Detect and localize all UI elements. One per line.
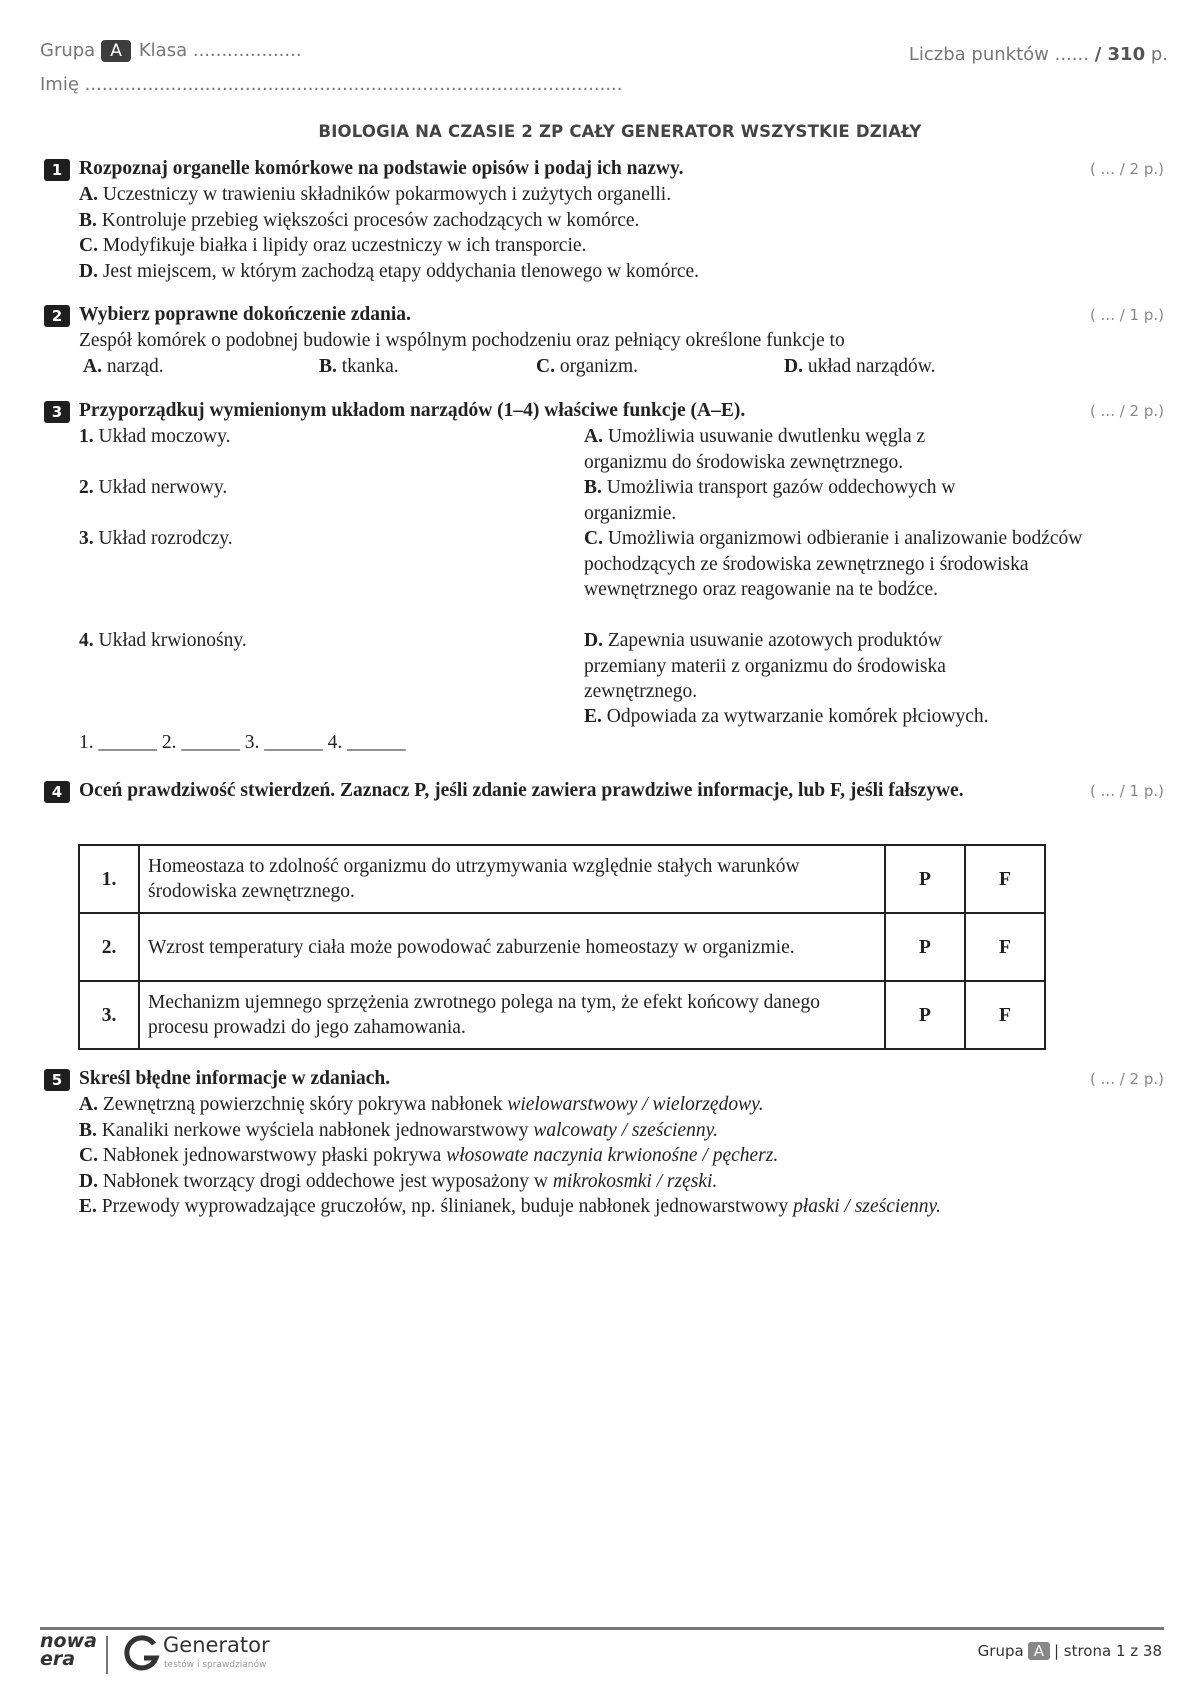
name-label: Imię <box>40 74 79 95</box>
list-item: A. Zewnętrzną powierzchnię skóry pokrywa nabłonek wielowarstwowy / wielorzędowy. <box>79 1094 764 1115</box>
class-label: Klasa <box>138 40 188 61</box>
list-item: A. Uczestniczy w trawieniu składników pokarmowych i zużytych organelli. <box>79 184 672 205</box>
false-option[interactable]: F <box>965 981 1045 1049</box>
group-label: Grupa <box>40 40 96 61</box>
points-total: / 310 <box>1094 44 1146 65</box>
strike-options[interactable]: wielowarstwowy / wielorzędowy <box>507 1094 759 1115</box>
task-4 <box>44 778 1164 804</box>
matching-block <box>44 424 1164 753</box>
strike-options[interactable]: walcowaty / sześcienny <box>533 1119 714 1141</box>
strike-options[interactable]: mikrokosmki / rzęski <box>552 1170 713 1192</box>
task-prompt: Skreśl błędne informacje w zdaniach. <box>79 1068 391 1089</box>
points-label: Liczba punktów <box>908 44 1049 65</box>
true-option[interactable]: P <box>885 845 965 913</box>
list-item: B. Kanaliki nerkowe wyściela nabłonek jednowarstwowy walcowaty / sześcienny. <box>79 1119 719 1141</box>
task-points: ( ... / 2 p.) <box>1090 160 1164 178</box>
generator-subtitle: testów i sprawdzianów <box>164 1660 267 1670</box>
footer-group-badge: A <box>1028 1642 1050 1660</box>
match-left-item: 2. Układ nerwowy. <box>79 477 228 498</box>
answer-line[interactable]: 1. ______ 2. ______ 3. ______ 4. ______ <box>79 732 406 753</box>
match-right-item: A. Umożliwia usuwanie dwutlenku węgla z organizmu do środowiska zewnętrznego. <box>584 426 926 473</box>
choice-d[interactable]: D. układ narządów. <box>784 355 936 377</box>
choice-c[interactable]: C. organizm. <box>536 355 639 377</box>
choice-list <box>44 354 1164 380</box>
match-right-item: B. Umożliwia transport gazów oddechowych w organizmie. <box>584 477 956 524</box>
table-row <box>79 981 1045 1049</box>
list-item: D. Nabłonek tworzący drogi oddechowe jest wyposażony w mikrokosmki / rzęski. <box>79 1170 718 1192</box>
group-class-row <box>40 40 302 62</box>
statement: Wzrost temperatury ciała może powodować zaburzenie homeostazy w organizmie. <box>139 913 885 981</box>
task-points: ( ... / 2 p.) <box>1090 402 1164 420</box>
table-row <box>79 913 1045 981</box>
page-title: BIOLOGIA NA CZASIE 2 ZP CAŁY GENERATOR WSZYSTKIE DZIAŁY <box>318 122 922 141</box>
task-4-header <box>44 778 1164 804</box>
match-right-item: E. Odpowiada za wytwarzanie komórek płciowych. <box>584 706 989 727</box>
match-right-item: C. Umożliwia organizmowi odbieranie i analizowanie bodźców pochodzących ze środowiska zewnętrznego i środowiska wewnętrznego oraz reagowanie na te bodźce. <box>584 528 1083 600</box>
false-option[interactable]: F <box>965 913 1045 981</box>
class-field[interactable]: ................... <box>192 40 302 61</box>
task-prompt: Przyporządkuj wymienionym układom narządów (1–4) właściwe funkcje (A–E). <box>79 400 746 421</box>
task-5 <box>44 1066 1164 1220</box>
task-3 <box>44 398 1164 753</box>
list-item: B. Kontroluje przebieg większości procesów zachodzących w komórce. <box>79 209 640 231</box>
task-number-badge: 3 <box>44 401 70 423</box>
match-left-item: 4. Układ krwionośny. <box>79 630 247 651</box>
task-points: ( ... / 2 p.) <box>1090 1070 1164 1088</box>
task-prompt: Wybierz poprawne dokończenie zdania. <box>79 304 411 325</box>
choice-b[interactable]: B. tkanka. <box>319 355 399 377</box>
name-row <box>40 74 623 95</box>
task-1-header <box>44 156 1164 182</box>
match-left-item: 3. Układ rozrodczy. <box>79 528 233 549</box>
list-item: E. Przewody wyprowadzające gruczołów, np. ślinianek, buduje nabłonek jednowarstwowy płaski / sześcienny. <box>79 1196 941 1217</box>
task-prompt: Oceń prawdziwość stwierdzeń. Zaznacz P, jeśli zdanie zawiera prawdziwe informacje, lub F, jeśli fałszywe. <box>79 780 964 801</box>
row-number: 2. <box>79 913 139 981</box>
table-row <box>79 845 1045 913</box>
statement: Homeostaza to zdolność organizmu do utrzymywania względnie stałych warunków środowiska zewnętrznego. <box>139 845 885 913</box>
logo-divider <box>106 1636 108 1674</box>
generator-brand: Generator <box>163 1633 270 1657</box>
statement: Mechanizm ujemnego sprzężenia zwrotnego polega na tym, że efekt końcowy danego procesu prowadzi do jego zahamowania. <box>139 981 885 1049</box>
task-5-header <box>44 1066 1164 1092</box>
task-1 <box>44 156 1164 284</box>
generator-logo-icon <box>122 1634 162 1674</box>
task-stem: Zespół komórek o podobnej budowie i wspólnym pochodzeniu oraz pełniący określone funkcje to <box>79 330 845 351</box>
points-field[interactable]: ...... <box>1054 44 1089 65</box>
task-points: ( ... / 1 p.) <box>1090 782 1164 800</box>
list-item: C. Modyfikuje białka i lipidy oraz uczestniczy w ich transporcie. <box>79 235 587 256</box>
list-item: C. Nabłonek jednowarstwowy płaski pokrywa włosowate naczynia krwionośne / pęcherz. <box>79 1145 779 1166</box>
task-number-badge: 1 <box>44 159 70 181</box>
choice-a[interactable]: A. narząd. <box>83 355 164 377</box>
true-option[interactable]: P <box>885 913 965 981</box>
match-left-item: 1. Układ moczowy. <box>79 426 231 447</box>
task-number-badge: 2 <box>44 305 70 327</box>
row-number: 1. <box>79 845 139 913</box>
points-unit: p. <box>1150 44 1168 65</box>
task-number-badge: 4 <box>44 781 70 803</box>
group-badge: A <box>101 40 131 62</box>
task-number-badge: 5 <box>44 1069 70 1091</box>
true-option[interactable]: P <box>885 981 965 1049</box>
task-3-header <box>44 398 1164 424</box>
nowa-era-logo: nowa era <box>40 1630 97 1670</box>
task-prompt: Rozpoznaj organelle komórkowe na podstawie opisów i podaj ich nazwy. <box>79 158 684 179</box>
strike-options[interactable]: płaski / sześcienny <box>793 1196 937 1217</box>
task-2-header <box>44 302 1164 328</box>
points-summary <box>909 44 1168 65</box>
match-right-item: D. Zapewnia usuwanie azotowych produktów przemiany materii z organizmu do środowiska zewnętrznego. <box>584 630 946 702</box>
task-2 <box>44 302 1164 380</box>
row-number: 3. <box>79 981 139 1049</box>
footer-divider <box>40 1627 1164 1630</box>
name-field[interactable]: .............................................................................................. <box>84 74 623 95</box>
false-option[interactable]: F <box>965 845 1045 913</box>
list-item: D. Jest miejscem, w którym zachodzą etapy oddychania tlenowego w komórce. <box>79 260 700 282</box>
task-points: ( ... / 1 p.) <box>1090 306 1164 324</box>
true-false-table <box>78 844 1046 1050</box>
page-indicator: Grupa A | strona 1 z 38 <box>977 1642 1162 1660</box>
strike-options[interactable]: włosowate naczynia krwionośne / pęcherz <box>446 1145 774 1166</box>
